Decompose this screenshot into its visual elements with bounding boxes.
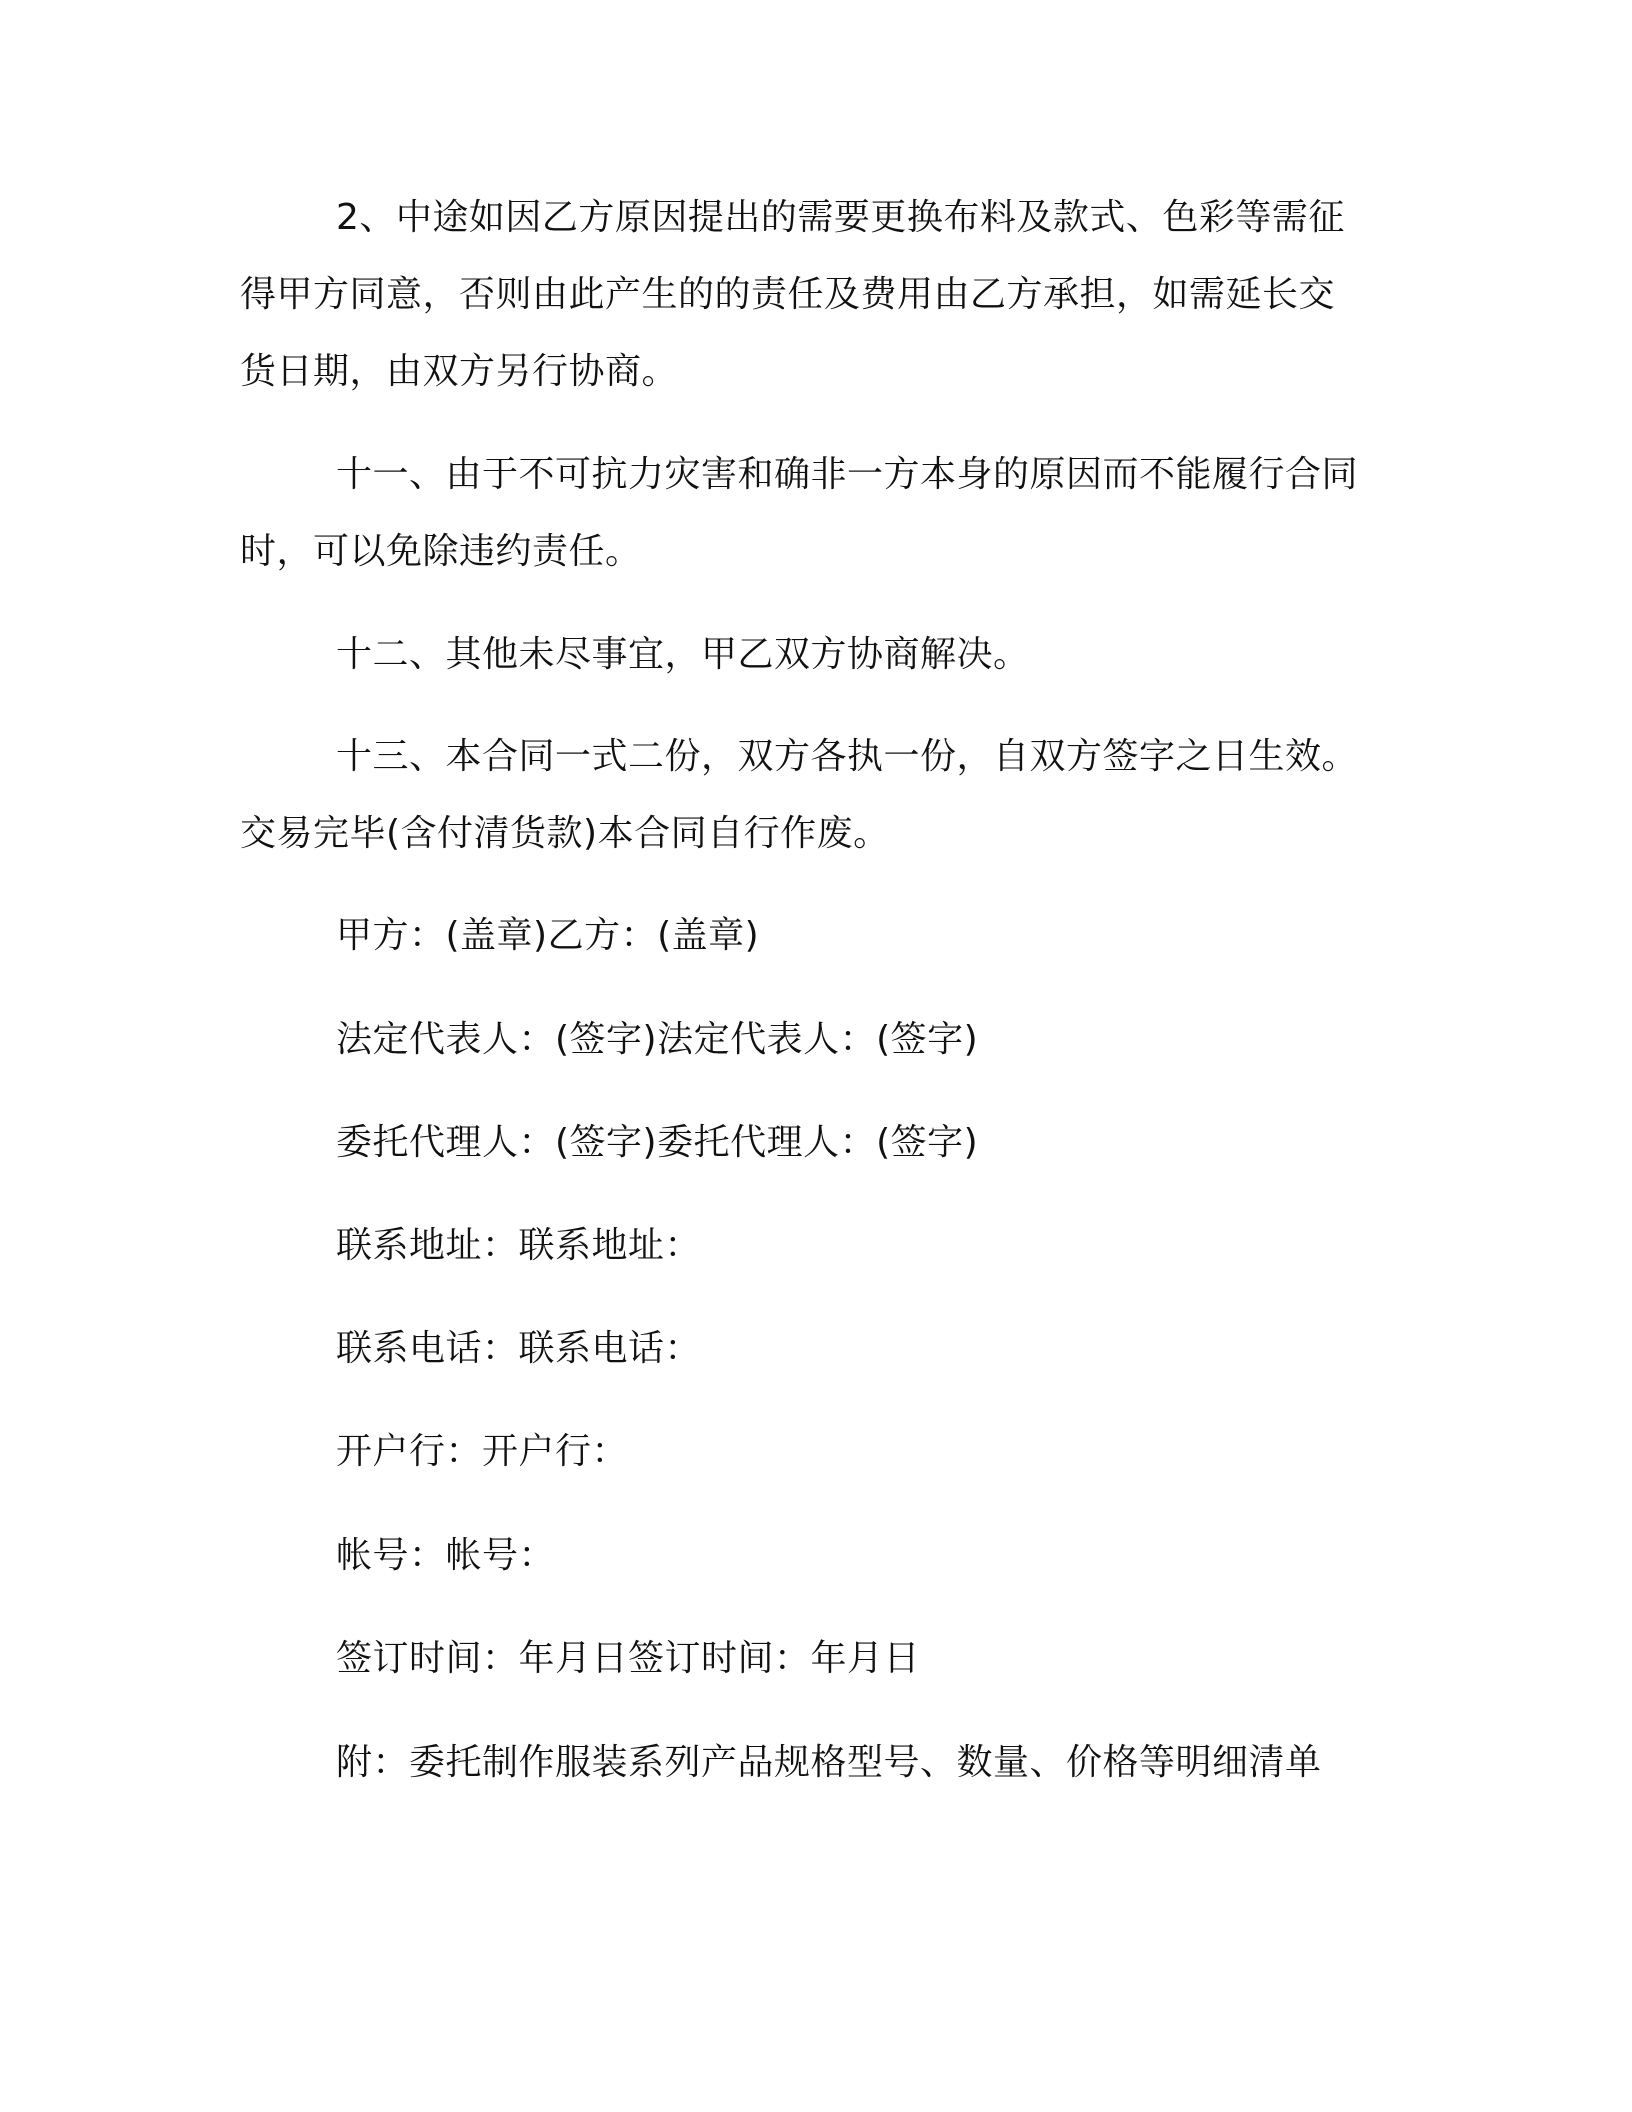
clause-2-paragraph <box>240 179 1390 410</box>
contact-phone-line: 联系电话：联系电话： <box>336 1328 702 1369</box>
contact-address-line: 联系地址：联系地址： <box>336 1225 702 1266</box>
signing-date-line: 签订时间：年月日签订时间：年月日 <box>336 1638 921 1679</box>
clause-13-paragraph <box>240 718 1390 872</box>
paragraph-line: 2、中途如因乙方原因提出的需要更换布料及款式、色彩等需征 <box>336 197 1345 238</box>
clause-11-paragraph <box>240 436 1390 590</box>
paragraph-line: 十二、其他未尽事宜，甲乙双方协商解决。 <box>336 634 1030 675</box>
paragraph-line: 十三、本合同一式二份，双方各执一份，自双方签字之日生效。 <box>336 736 1359 777</box>
authorized-agent-line: 委托代理人：(签字)委托代理人：(签字) <box>336 1122 979 1163</box>
party-seal-line: 甲方：(盖章)乙方：(盖章) <box>336 915 760 956</box>
paragraph-line: 交易完毕(含付清货款)本合同自行作废。 <box>240 813 890 854</box>
paragraph-line: 得甲方同意，否则由此产生的的责任及费用由乙方承担，如需延长交 <box>240 274 1336 315</box>
account-number-line: 帐号：帐号： <box>336 1535 556 1576</box>
paragraph-line: 十一、由于不可抗力灾害和确非一方本身的原因而不能履行合同 <box>336 454 1359 495</box>
bank-line: 开户行：开户行： <box>336 1431 629 1472</box>
legal-representative-line: 法定代表人：(签字)法定代表人：(签字) <box>336 1019 979 1060</box>
paragraph-line: 货日期，由双方另行协商。 <box>240 351 679 392</box>
clause-12-paragraph <box>240 616 1390 693</box>
appendix-note-line: 附：委托制作服装系列产品规格型号、数量、价格等明细清单 <box>336 1742 1322 1783</box>
paragraph-line: 时，可以免除违约责任。 <box>240 531 642 572</box>
